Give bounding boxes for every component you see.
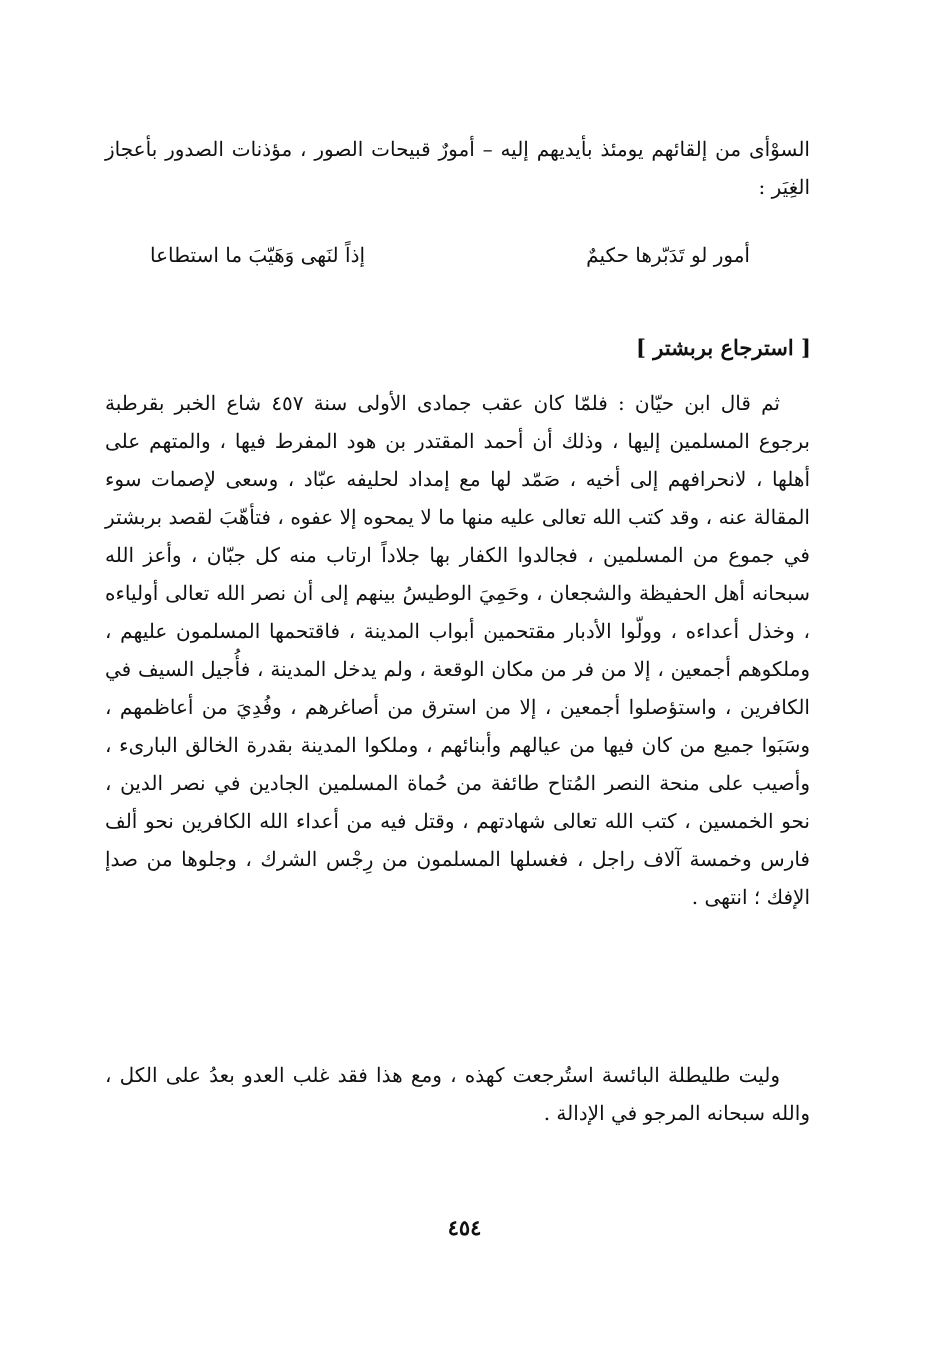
- verse-first-hemistich: أمور لو تَدَبّرها حكيمٌ: [586, 243, 750, 267]
- intro-paragraph: السوْأى من إلقائهم يومئذ بأيديهم إليه – أمورٌ قبيحات الصور ، مؤذنات الصدور بأعجاز الغِيَر :: [105, 137, 810, 199]
- section-heading: [ استرجاع بربشتر ]: [635, 335, 811, 360]
- page-number: ٤٥٤: [447, 1215, 482, 1240]
- verse-second-hemistich: إذاً لنَهى وَهَيّبَ ما استطاعا: [150, 243, 366, 267]
- main-paragraph: ثم قال ابن حيّان : فلمّا كان عقب جمادى الأولى سنة ٤٥٧ شاع الخبر بقرطبة برجوع المسلمين إليها ، وذلك أن أحمد المقتدر بن هود المفرط فيها ، والمتهم على أهلها ، لانحرافهم إلى أخيه ، صَمّد لها مع إمداد لحليفه عبّاد ، وسعى لإصمات سوء المقالة عنه ، وقد كتب الله تعالى عليه منها ما لا يمحوه إلا عفوه ، فتأهّبَ لقصد بربشتر في جموع من المسلمين ، فجالدوا الكفار بها جلاداً ارتاب منه كل جبّان ، وأعز الله سبحانه أهل الحفيظة والشجعان ، وحَمِيَ الوطيسُ بينهم إلى أن نصر الله تعالى أولياءه ، وخذل أعداءه ، وولّوا الأدبار مقتحمين أبواب المدينة ، فاقتحمها المسلمون عليهم ، وملكوهم أجمعين ، إلا من فر من مكان الوقعة ، ولم يدخل المدينة ، فأُجيل السيف في الكافرين ، واستؤصلوا أجمعين ، إلا من استرق من أصاغرهم ، وفُدِيَ من أعاظمهم ، وسَبَوا جميع من كان فيها من عيالهم وأبنائهم ، وملكوا المدينة بقدرة الخالق البارىء ، وأصيب على منحة النصر المُتاح طائفة من حُماة المسلمين الجادين في نصر الدين ، نحو الخمسين ، كتب الله تعالى شهادتهم ، وقتل فيه من أعداء الله الكافرين نحو ألف فارس وخمسة آلاف راجل ، فغسلها المسلمون من رِجْس الشرك ، وجلوها من صدإ الإفك ؛ انتهى .: [105, 391, 810, 909]
- verse-line: [150, 236, 750, 274]
- closing-paragraph: وليت طليطلة البائسة استُرجعت كهذه ، ومع هذا فقد غلب العدو بعدُ على الكل ، والله سبحانه المرجو في الإدالة .: [105, 1063, 810, 1125]
